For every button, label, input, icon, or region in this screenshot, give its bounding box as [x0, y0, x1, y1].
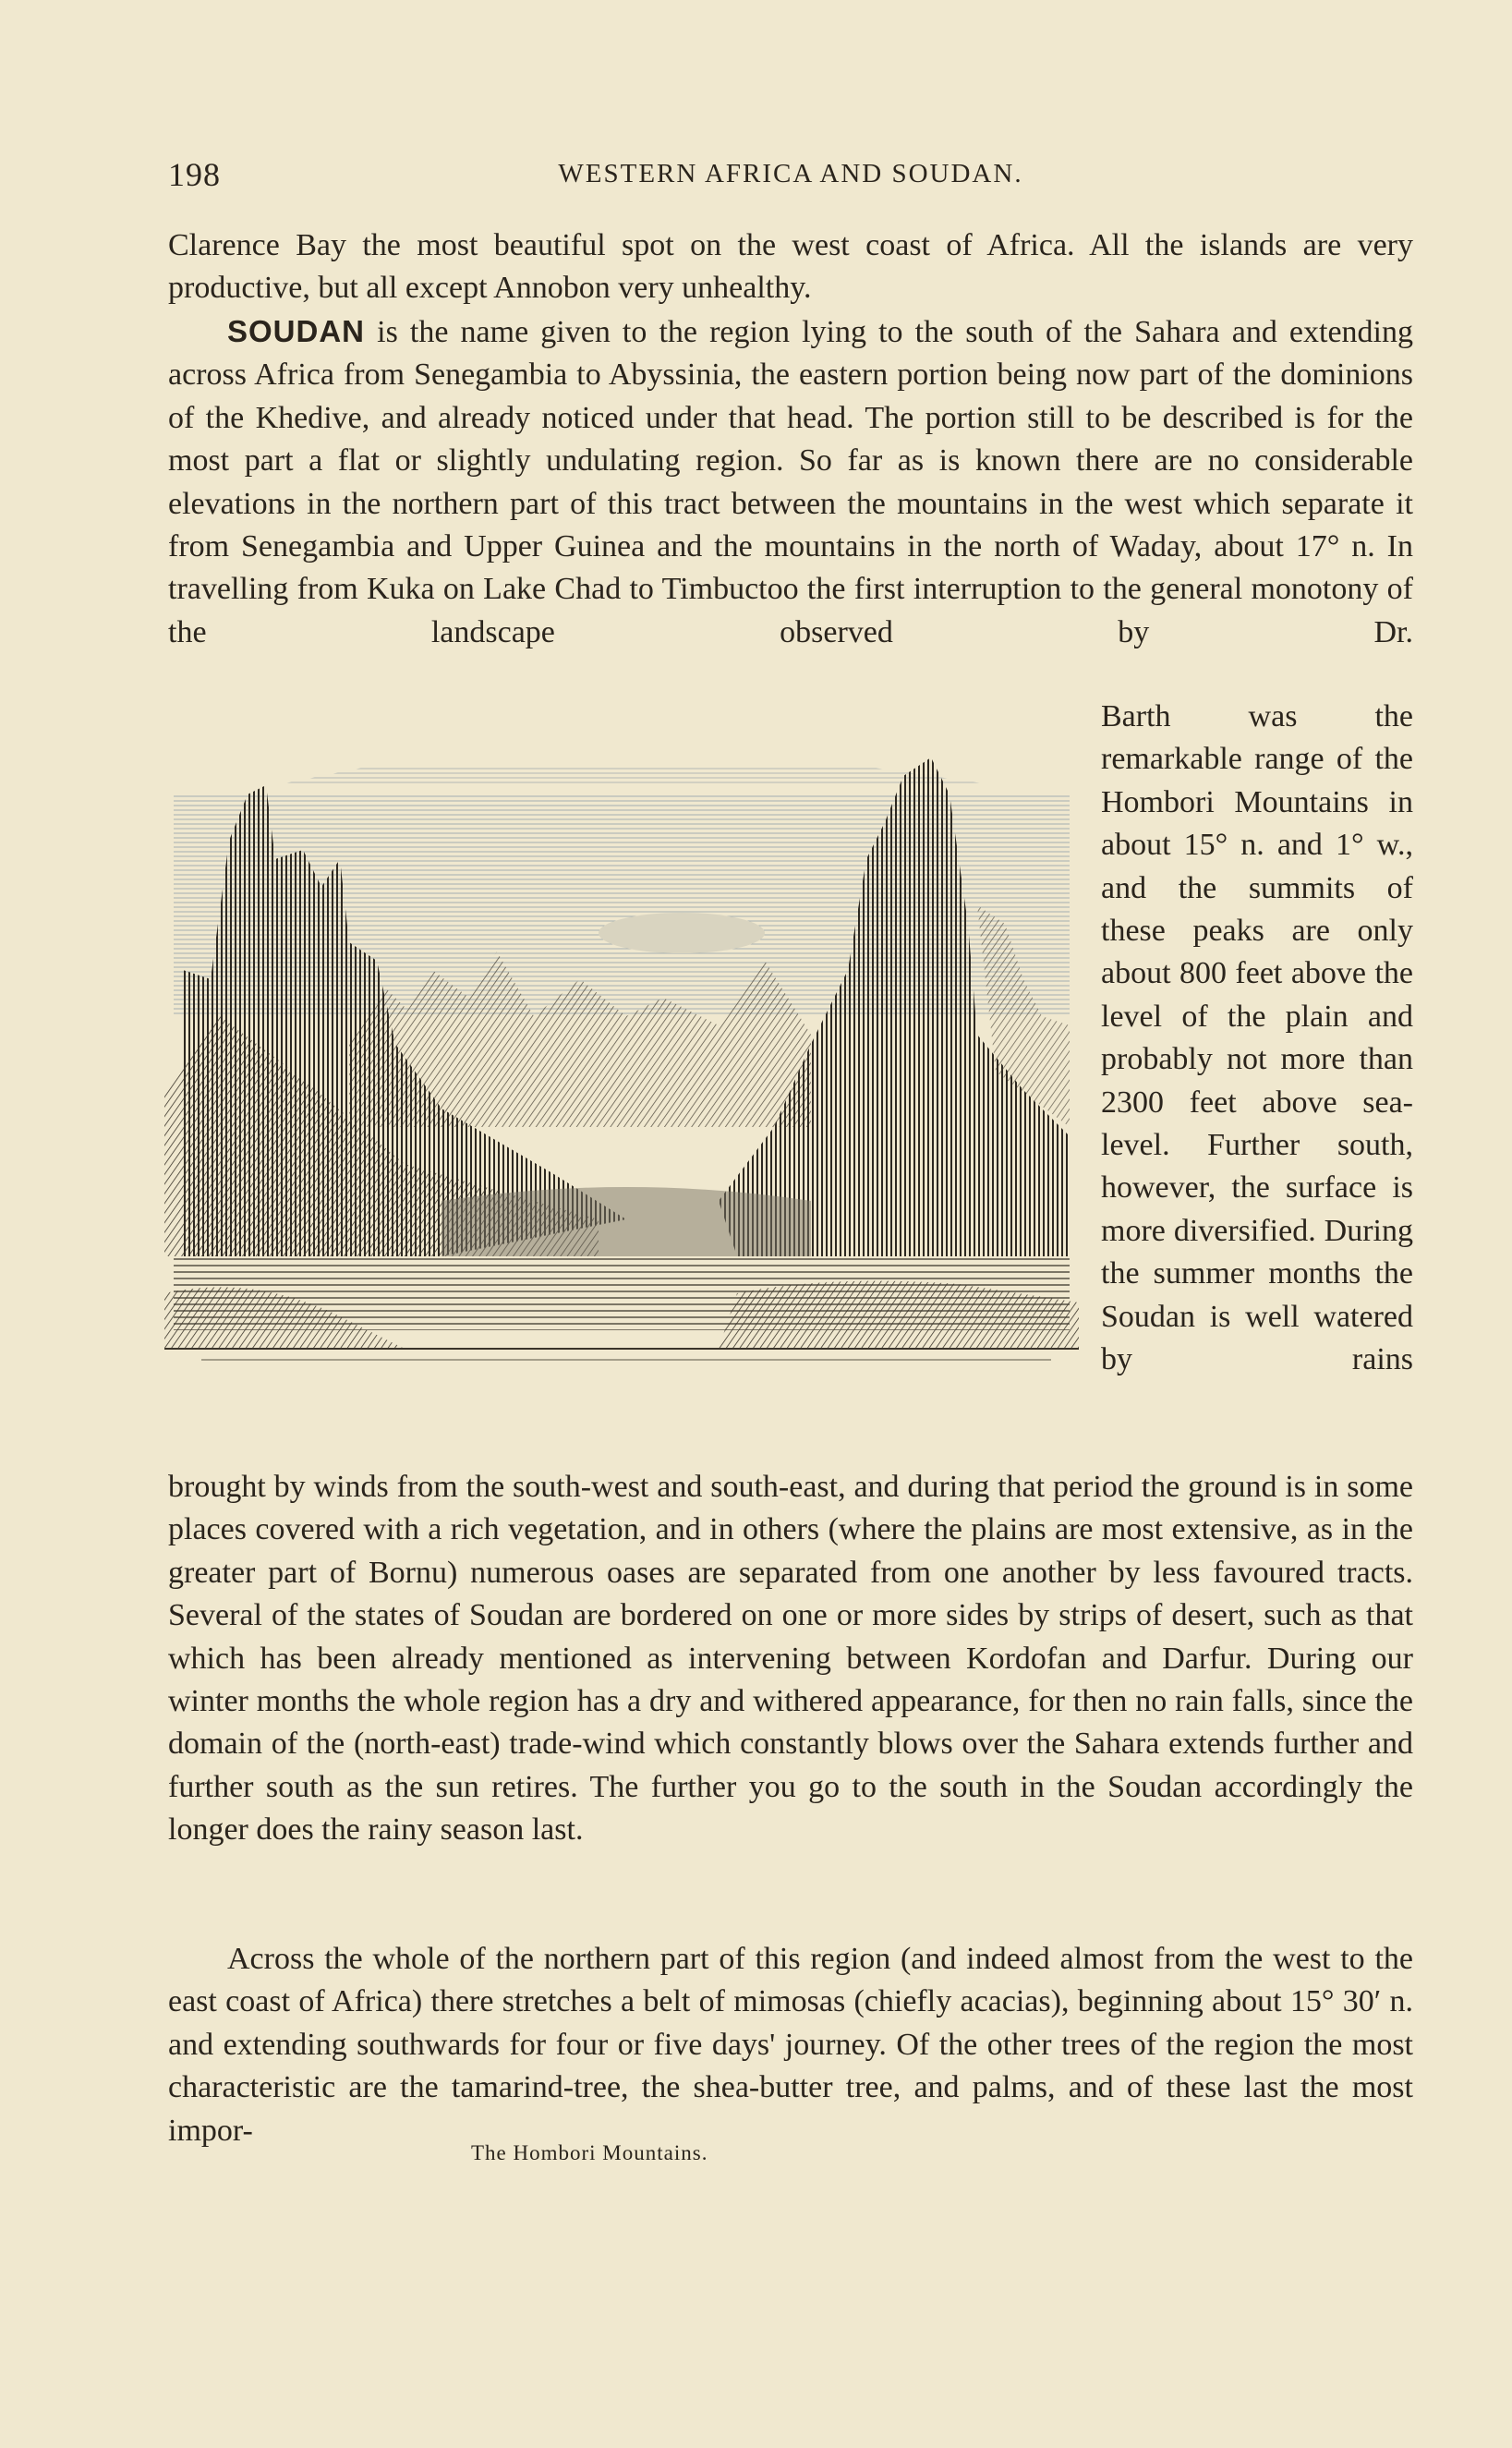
- soudan-paragraph-text: is the name given to the region lying to the south of the Sahara and extending across Africa from Senegambia to Abyssinia, the eastern portion being now part of the dominions of the Khedive, and already noticed under that head. The portion still to be described is for the most part a flat or slightly undulating region. So far as is known there are no considerable elevations in the northern part of this tract between the mountains in the west which separate it from Senegambia and Upper Guinea and the mountains in the north of Waday, about 17° n. In travelling from Kuka on Lake Chad to Timbuctoo the first interruption to the general monotony of the landscape observed by Dr.: [168, 315, 1413, 649]
- running-head: WESTERN AFRICA AND SOUDAN.: [558, 159, 1023, 188]
- paragraph-soudan: [168, 310, 1413, 654]
- paragraph-hombori-wrap: Barth was the remarkable range of the Hombori Mountains in about 15° n. and 1° w., and the summits of these peaks are only about 800 feet above the level of the plain and probably not more than 2300 feet above sea-level. Further south, however, the surface is more diversified. During the summer months the Soudan is well watered by rains: [1101, 699, 1413, 1377]
- hombori-mountains-engraving: [164, 739, 1079, 1386]
- page-header: [168, 155, 1413, 201]
- paragraph-mimosas: Across the whole of the northern part of this region (and indeed almost from the west to the east coast of Africa) there stretches a belt of mimosas (chiefly acacias), beginning about 15° 30′ n. and extending southwards for four or five days' journey. Of the other trees of the region the most characteristic are the tamarind-tree, the shea-butter tree, and palms, and of these last the most impor-: [168, 1942, 1413, 2148]
- paragraph-clarence-bay: Clarence Bay the most beautiful spot on the west coast of Africa. All the islands are very productive, but all except Annobon very unhealthy.: [168, 228, 1413, 306]
- figure-caption: The Hombori Mountains.: [471, 2141, 708, 2164]
- page-number: 198: [168, 156, 221, 193]
- soudan-lead-word: SOUDAN: [227, 314, 366, 348]
- paragraph-summer-rains: brought by winds from the south-west and south-east, and during that period the ground is in some places covered with a rich vegetation, and in others (where the plains are most extensive, as in the greater part of Bornu) numerous oases are separated from one another by less favoured tracts. Several of the states of Soudan are bordered on one or more sides by strips of desert, such as that which has been already mentioned as intervening between Kordofan and Darfur. During our winter months the whole region has a dry and withered appearance, for then no rain falls, since the domain of the (north-east) trade-wind which constantly blows over the Sahara extends further and further south as the sun retires. The further you go to the south in the Soudan accordingly the longer does the rainy season last.: [168, 1470, 1413, 1848]
